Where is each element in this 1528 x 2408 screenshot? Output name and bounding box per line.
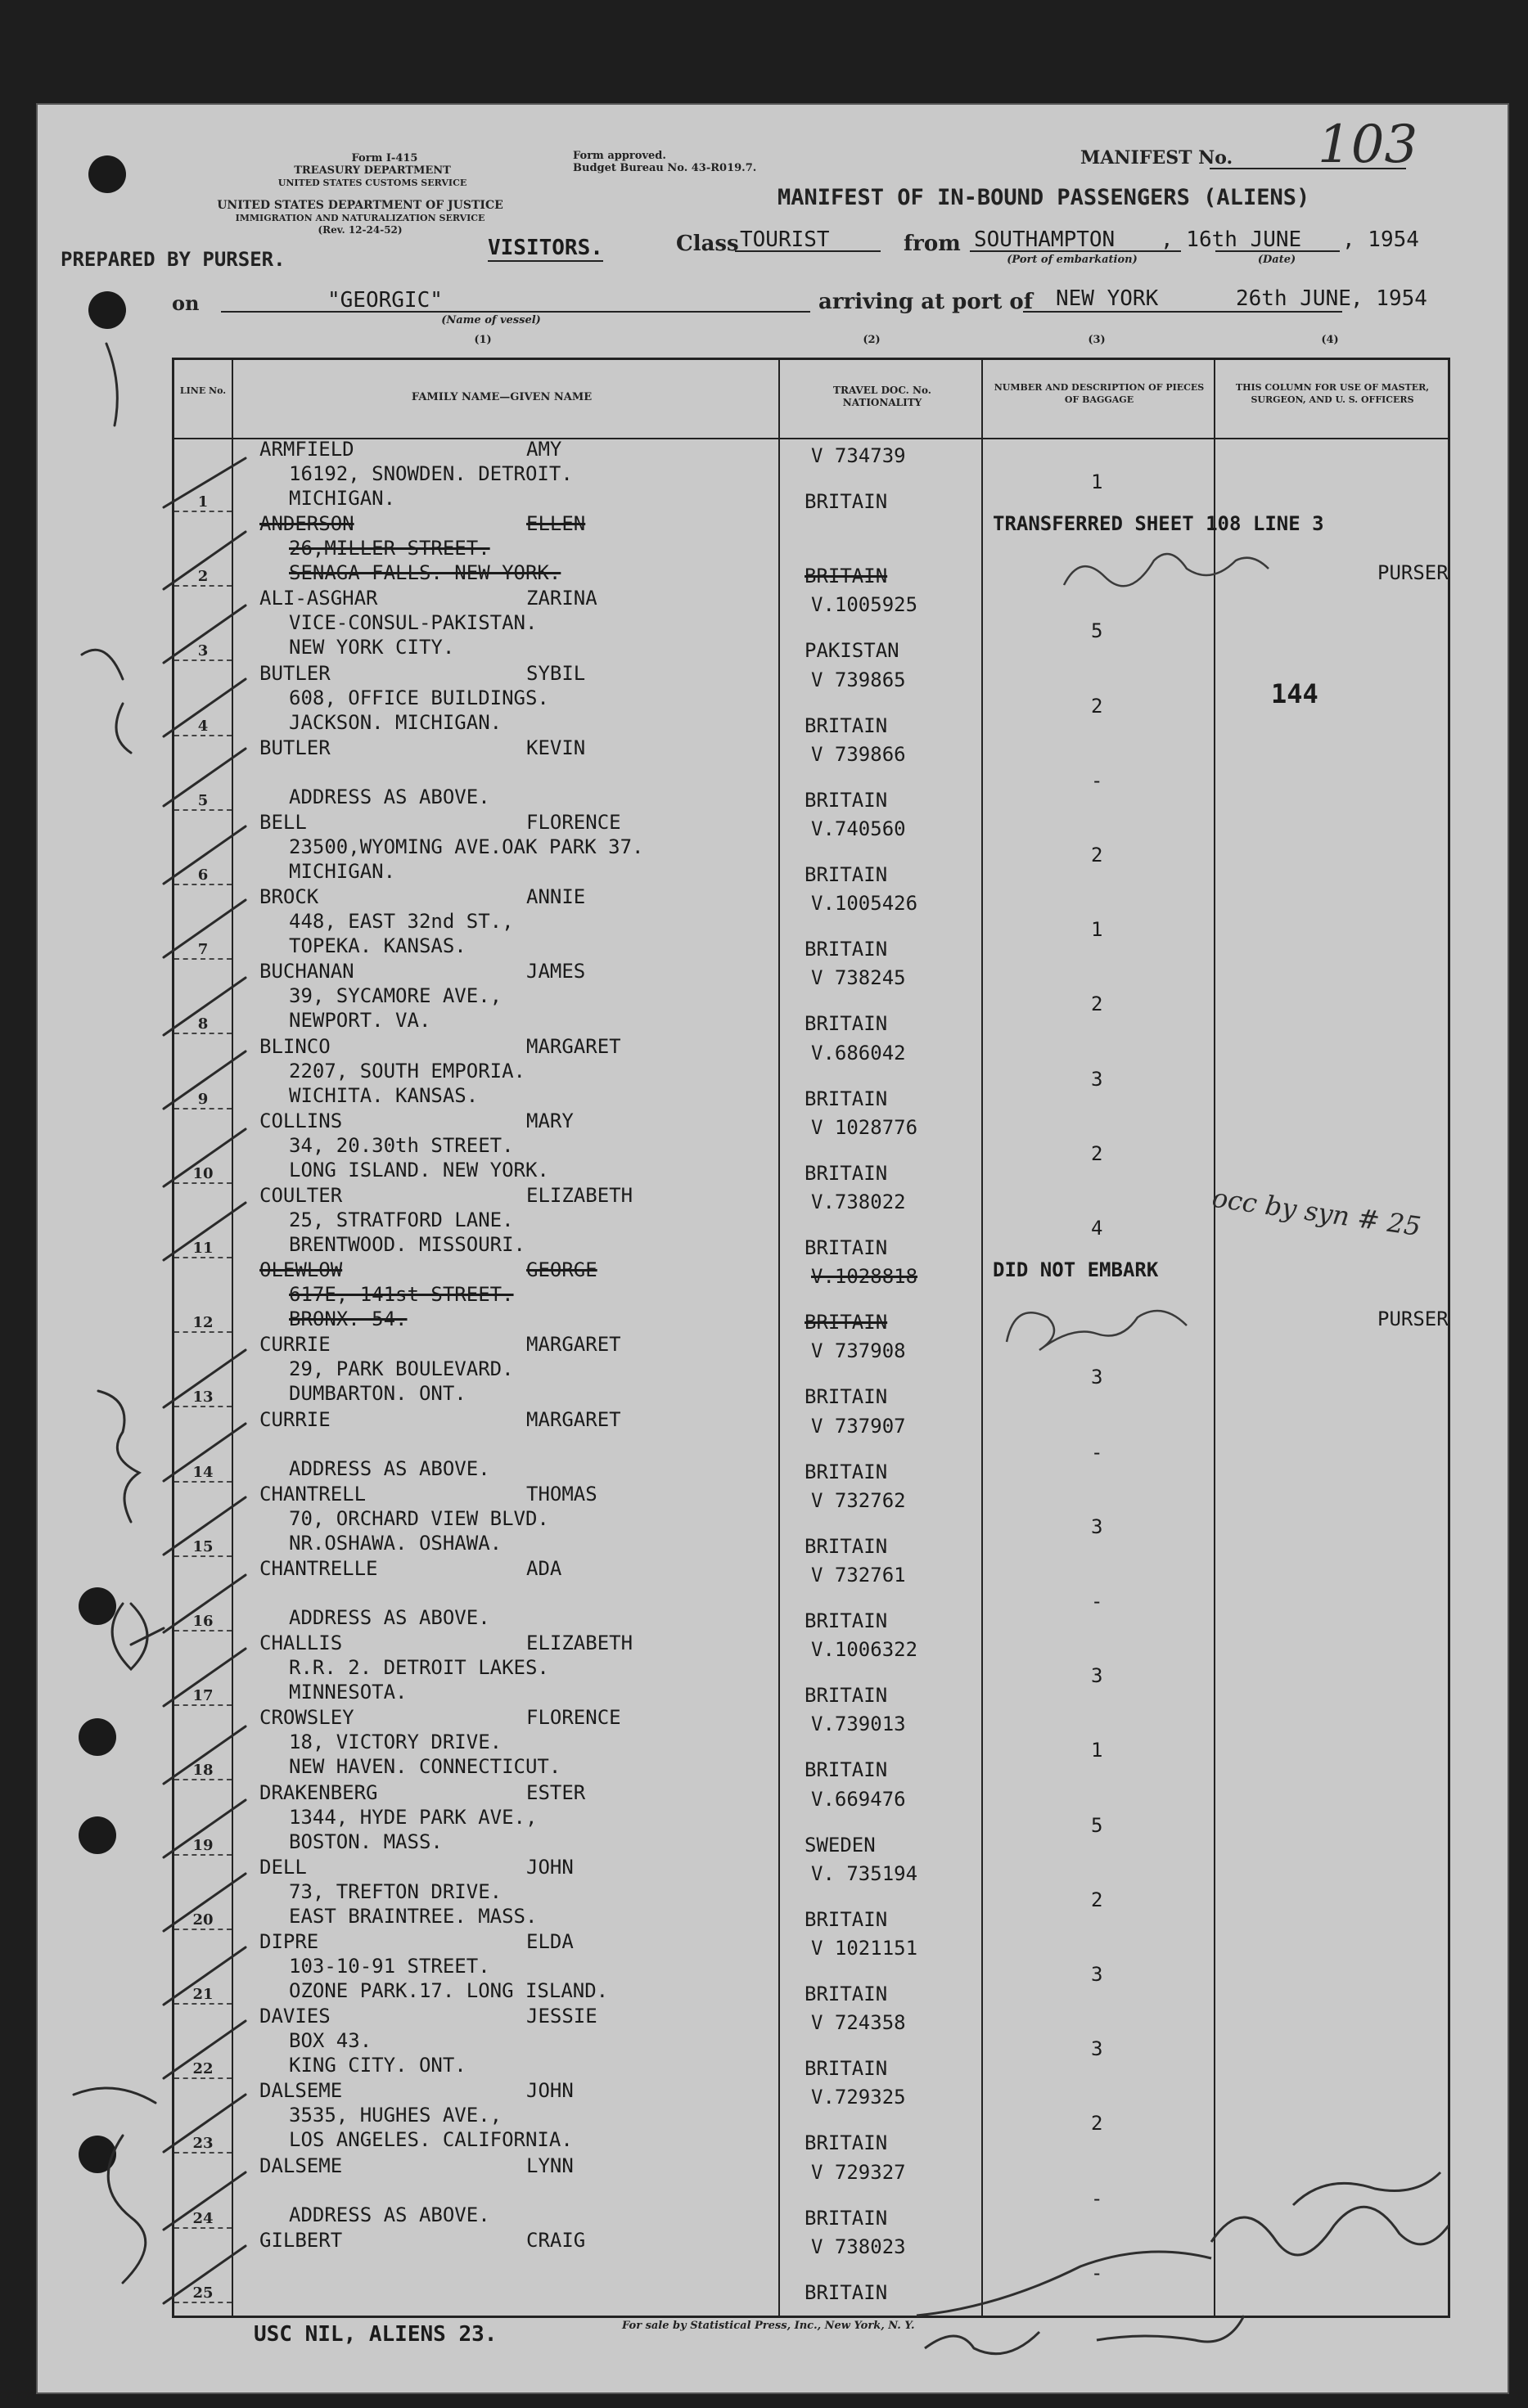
line-number: 18	[192, 1762, 214, 1780]
address-line-1: 39, SYCAMORE AVE.,	[289, 984, 503, 1008]
line-number: 14	[192, 1463, 214, 1481]
nationality: BRITAIN	[805, 1983, 888, 2005]
travel-doc-number: V 1028776	[811, 1115, 918, 1139]
address-line-1: 29, PARK BOULEVARD.	[289, 1357, 514, 1381]
given-name: ELDA	[526, 1930, 574, 1953]
given-name: JAMES	[526, 960, 586, 983]
handwritten-note: occ by syn # 25	[1210, 1181, 1423, 1243]
family-name: OLEWLOW	[259, 1258, 343, 1282]
line-number: 1	[197, 493, 209, 511]
checkmarks	[164, 458, 246, 2303]
address-line-2: ADDRESS AS ABOVE.	[289, 1606, 490, 1629]
address-line-1: 25, STRATFORD LANE.	[289, 1209, 514, 1231]
travel-doc-number: V 737907	[811, 1414, 906, 1438]
address-line-1: 1344, HYDE PARK AVE.,	[289, 1805, 538, 1829]
baggage-count: -	[1091, 1590, 1103, 1613]
address-line-2: NEWPORT. VA.	[289, 1009, 431, 1033]
travel-doc-number: V 732761	[811, 1564, 906, 1587]
line-number: 2	[197, 568, 209, 586]
ins-service: IMMIGRATION AND NATURALIZATION SERVICE	[235, 213, 485, 223]
address-line-1: R.R. 2. DETROIT LAKES.	[289, 1656, 549, 1680]
line-number: 3	[197, 642, 209, 660]
family-name: CHANTRELLE	[259, 1557, 378, 1580]
on-label: on	[172, 291, 200, 315]
given-name: ADA	[526, 1557, 562, 1580]
line-number: 20	[192, 1911, 214, 1929]
given-name: ELIZABETH	[526, 1184, 633, 1207]
address-line-2: BRONX. 54.	[289, 1308, 408, 1331]
officer-mark: 144	[1271, 677, 1318, 709]
address-line-2: BRENTWOOD. MISSOURI.	[289, 1233, 525, 1256]
embark-date: , 16th JUNE	[1161, 227, 1302, 252]
baggage-count: 2	[1091, 1141, 1103, 1165]
given-name: ZARINA	[526, 587, 597, 610]
travel-doc-number: V.740560	[811, 817, 906, 840]
family-name: CROWSLEY	[259, 1706, 354, 1730]
footer-summary: USC NIL, ALIENS 23.	[254, 2322, 498, 2347]
travel-doc-number: V.669476	[811, 1787, 906, 1811]
nationality: BRITAIN	[805, 1609, 888, 1632]
given-name: JESSIE	[526, 2005, 597, 2028]
manifest-title: MANIFEST OF IN-BOUND PASSENGERS (ALIENS)	[778, 185, 1310, 210]
nationality: BRITAIN	[805, 1087, 888, 1110]
family-name: ARMFIELD	[259, 438, 354, 461]
nationality: BRITAIN	[805, 1758, 888, 1782]
nationality: BRITAIN	[805, 565, 888, 588]
baggage-count: 1	[1091, 918, 1103, 942]
travel-doc-number: V. 735194	[811, 1861, 918, 1885]
line-number: 23	[192, 2135, 214, 2153]
baggage-count: -	[1091, 1440, 1103, 1464]
baggage-count: 1	[1091, 470, 1103, 493]
address-line-1: 2207, SOUTH EMPORIA.	[289, 1059, 525, 1082]
given-name: GEORGE	[526, 1258, 597, 1282]
family-name: DELL	[259, 1855, 307, 1879]
vessel-name: "GEORGIC"	[327, 288, 443, 313]
address-line-2: LOS ANGELES. CALIFORNIA.	[289, 2128, 573, 2152]
embark-year: , 1954	[1342, 227, 1419, 252]
family-name: GILBERT	[259, 2228, 343, 2252]
col-num-1: (1)	[474, 334, 492, 346]
given-name: MARGARET	[526, 1333, 621, 1357]
address-line-1: 23500,WYOMING AVE.OAK PARK 37.	[289, 835, 644, 858]
family-name: DALSEME	[259, 2079, 343, 2103]
nationality: BRITAIN	[805, 2280, 888, 2304]
given-name: SYBIL	[526, 661, 586, 685]
line-number: 13	[192, 1389, 214, 1407]
address-line-1: 103-10-91 STREET.	[289, 1955, 490, 1978]
line-number: 16	[192, 1613, 214, 1630]
baggage-count: -	[1091, 2186, 1103, 2210]
nationality: BRITAIN	[805, 788, 888, 812]
col-header-name: FAMILY NAME—GIVEN NAME	[411, 391, 593, 403]
given-name: ESTER	[526, 1780, 586, 1804]
given-name: AMY	[526, 438, 562, 461]
baggage-count: 3	[1091, 1366, 1103, 1389]
address-line-2: BOSTON. MASS.	[289, 1830, 443, 1853]
address-line-1: 608, OFFICE BUILDINGS.	[289, 686, 549, 709]
line-number: 24	[192, 2209, 214, 2227]
nationality: BRITAIN	[805, 1460, 888, 1483]
family-name: CURRIE	[259, 1333, 331, 1357]
family-name: BUCHANAN	[259, 960, 354, 983]
row-note: TRANSFERRED SHEET 108 LINE 3	[993, 512, 1324, 536]
baggage-count: -	[1091, 2261, 1103, 2284]
arriving-label: arriving at port of	[818, 290, 1033, 314]
address-line-1: BOX 43.	[289, 2029, 372, 2053]
family-name: CURRIE	[259, 1407, 331, 1431]
address-line-2: WICHITA. KANSAS.	[289, 1083, 479, 1107]
line-number: 12	[192, 1314, 214, 1332]
officer-signature	[917, 2172, 1449, 2354]
family-name: CHALLIS	[259, 1632, 343, 1655]
baggage-count: 2	[1091, 1888, 1103, 1911]
address-line-1: 18, VICTORY DRIVE.	[289, 1731, 503, 1754]
given-name: FLORENCE	[526, 1706, 621, 1730]
form-number: Form I-415	[351, 152, 418, 164]
given-name: ELLEN	[526, 512, 586, 536]
purser-mark: PURSER	[1377, 1308, 1449, 1331]
manifest-number: 103	[1318, 115, 1418, 175]
baggage-count: 2	[1091, 2112, 1103, 2136]
baggage-count: 5	[1091, 619, 1103, 643]
customs-service: UNITED STATES CUSTOMS SERVICE	[277, 178, 467, 188]
nationality: BRITAIN	[805, 1534, 888, 1558]
prepared-by: PREPARED BY PURSER.	[61, 248, 286, 271]
family-name: COULTER	[259, 1184, 343, 1207]
address-line-1: 16192, SNOWDEN. DETROIT.	[289, 462, 573, 485]
address-line-1: 617E, 141st STREET.	[289, 1283, 514, 1307]
address-line-2: NEW YORK CITY.	[289, 636, 455, 659]
address-line-2: OZONE PARK.17. LONG ISLAND.	[289, 1979, 609, 2002]
col-header-travel-doc: TRAVEL DOC. No. NATIONALITY	[833, 385, 931, 408]
travel-doc-number: V 1021151	[811, 1937, 918, 1960]
address-line-2: NEW HAVEN. CONNECTICUT.	[289, 1755, 561, 1779]
baggage-count: 2	[1091, 844, 1103, 866]
nationality: BRITAIN	[805, 1385, 888, 1409]
nationality: BRITAIN	[805, 1907, 888, 1931]
travel-doc-number: V.686042	[811, 1041, 906, 1064]
nationality: PAKISTAN	[805, 639, 899, 663]
family-name: DIPRE	[259, 1930, 319, 1953]
baggage-count: 5	[1091, 1813, 1103, 1837]
address-line-1: VICE-CONSUL-PAKISTAN.	[289, 611, 538, 635]
col-header-baggage: NUMBER AND DESCRIPTION OF PIECES OF BAGGAGE	[994, 382, 1205, 405]
baggage-count: 4	[1091, 1217, 1103, 1240]
arrival-port: NEW YORK	[1056, 286, 1159, 311]
travel-doc-number: V.738022	[811, 1190, 906, 1213]
manifest-no-label: MANIFEST No.	[1080, 147, 1233, 169]
printer-line: For sale by Statistical Press, Inc., New York, N. Y.	[622, 2320, 915, 2332]
travel-doc-number: V.739013	[811, 1713, 906, 1736]
family-name: ALI-ASGHAR	[259, 587, 378, 610]
col-header-line-no: LINE No.	[179, 385, 227, 396]
given-name: KEVIN	[526, 736, 586, 759]
class-value: TOURIST	[740, 227, 830, 252]
travel-doc-number: V 739866	[811, 742, 906, 766]
nationality: BRITAIN	[805, 1311, 888, 1335]
line-number: 17	[192, 1687, 214, 1705]
nationality: BRITAIN	[805, 938, 888, 961]
family-name: BROCK	[259, 885, 319, 909]
line-number: 8	[197, 1015, 209, 1033]
given-name: MARGARET	[526, 1034, 621, 1058]
given-name: ELIZABETH	[526, 1632, 633, 1655]
line-number: 15	[192, 1537, 214, 1555]
family-name: BUTLER	[259, 736, 331, 759]
address-line-2: JACKSON. MICHIGAN.	[289, 710, 503, 734]
line-number: 21	[192, 1986, 214, 2003]
nationality: BRITAIN	[805, 713, 888, 737]
address-line-2: ADDRESS AS ABOVE.	[289, 2203, 490, 2226]
date-caption: (Date)	[1257, 254, 1296, 266]
col-num-3: (3)	[1088, 334, 1106, 346]
nationality: BRITAIN	[805, 2057, 888, 2081]
line-number: 19	[192, 1836, 214, 1854]
given-name: CRAIG	[526, 2228, 586, 2252]
nationality: BRITAIN	[805, 1012, 888, 1036]
nationality: SWEDEN	[805, 1833, 876, 1857]
given-name: LYNN	[526, 2154, 574, 2177]
col-num-4: (4)	[1321, 334, 1339, 346]
address-line-2: ADDRESS AS ABOVE.	[289, 785, 490, 808]
category: VISITORS.	[488, 236, 603, 260]
baggage-count: -	[1091, 768, 1103, 792]
vessel-caption: (Name of vessel)	[441, 314, 541, 326]
address-line-1: 34, 20.30th STREET.	[289, 1133, 514, 1157]
line-number: 5	[197, 791, 209, 809]
address-line-2: TOPEKA. KANSAS.	[289, 934, 467, 958]
budget-bureau: Budget Bureau No. 43-R019.7.	[573, 162, 757, 174]
purser-mark: PURSER	[1377, 561, 1449, 585]
arrival-year: , 1954	[1350, 286, 1427, 311]
given-name: ANNIE	[526, 885, 586, 909]
address-line-1: 73, TREFTON DRIVE.	[289, 1879, 503, 1903]
given-name: JOHN	[526, 1855, 574, 1879]
col-num-2: (2)	[863, 334, 881, 346]
travel-doc-number: V 729327	[811, 2160, 906, 2184]
travel-doc-number: V.1005426	[811, 892, 918, 916]
line-number: 10	[192, 1164, 214, 1182]
given-name: FLORENCE	[526, 811, 621, 834]
baggage-count: 3	[1091, 1515, 1103, 1538]
line-number: 6	[197, 866, 209, 884]
travel-doc-number: V 739865	[811, 668, 906, 691]
address-line-2: MINNESOTA.	[289, 1681, 408, 1704]
line-number: 9	[197, 1090, 209, 1108]
travel-doc-number: V.1006322	[811, 1638, 918, 1662]
embark-port: SOUTHAMPTON	[974, 227, 1116, 252]
line-number: 7	[197, 941, 209, 959]
baggage-count: 3	[1091, 1067, 1103, 1091]
address-line-2: KING CITY. ONT.	[289, 2054, 467, 2077]
baggage-count: 1	[1091, 1739, 1103, 1762]
travel-doc-number: V.1028818	[811, 1265, 918, 1289]
travel-doc-number: V.1005925	[811, 593, 918, 617]
col-header-officers: THIS COLUMN FOR USE OF MASTER, SURGEON, AND U. S. OFFICERS	[1235, 382, 1430, 405]
nationality: BRITAIN	[805, 863, 888, 886]
family-name: BELL	[259, 811, 307, 834]
line-number: 25	[192, 2284, 214, 2302]
travel-doc-number: V 738023	[811, 2235, 906, 2258]
travel-doc-number: V.729325	[811, 2086, 906, 2109]
address-line-2: MICHIGAN.	[289, 860, 396, 883]
nationality: BRITAIN	[805, 2206, 888, 2230]
family-name: CHANTRELL	[259, 1482, 367, 1506]
form-approved: Form approved.	[573, 150, 666, 162]
line-number: 22	[192, 2060, 214, 2078]
baggage-count: 3	[1091, 1664, 1103, 1688]
travel-doc-number: V 732762	[811, 1488, 906, 1512]
family-name: DRAKENBERG	[259, 1780, 378, 1804]
address-line-2: LONG ISLAND. NEW YORK.	[289, 1158, 549, 1181]
address-line-2: DUMBARTON. ONT.	[289, 1382, 467, 1406]
address-line-1: 70, ORCHARD VIEW BLVD.	[289, 1506, 549, 1530]
justice-dept: UNITED STATES DEPARTMENT OF JUSTICE	[217, 199, 503, 212]
address-line-2: NR.OSHAWA. OSHAWA.	[289, 1531, 503, 1555]
family-name: DAVIES	[259, 2005, 331, 2028]
port-caption: (Port of embarkation)	[1007, 254, 1138, 266]
from-label: from	[904, 232, 961, 256]
nationality: BRITAIN	[805, 1684, 888, 1708]
class-label: Class	[676, 232, 739, 256]
travel-doc-number: V 724358	[811, 2011, 906, 2035]
family-name: BUTLER	[259, 661, 331, 685]
row-note: DID NOT EMBARK	[993, 1258, 1159, 1282]
baggage-count: 3	[1091, 1963, 1103, 1986]
address-line-1: 3535, HUGHES AVE.,	[289, 2104, 503, 2127]
family-name: DALSEME	[259, 2154, 343, 2177]
family-name: COLLINS	[259, 1109, 343, 1132]
address-line-1: 448, EAST 32nd ST.,	[289, 910, 514, 934]
baggage-count: 2	[1091, 694, 1103, 718]
purser-signature	[1007, 554, 1269, 1350]
line-number: 11	[192, 1240, 214, 1257]
arrival-date: 26th JUNE	[1236, 286, 1351, 311]
nationality: BRITAIN	[805, 490, 888, 513]
family-name: ANDERSON	[259, 512, 354, 536]
baggage-count: 3	[1091, 2037, 1103, 2061]
revision: (Rev. 12-24-52)	[318, 224, 403, 236]
given-name: MARY	[526, 1109, 574, 1132]
travel-doc-number: V 734739	[811, 444, 906, 467]
address-line-1: 26,MILLER STREET.	[289, 537, 490, 560]
given-name: JOHN	[526, 2079, 574, 2103]
address-line-2: EAST BRAINTREE. MASS.	[289, 1904, 538, 1928]
treasury-dept: TREASURY DEPARTMENT	[294, 164, 451, 177]
baggage-count: 2	[1091, 992, 1103, 1016]
nationality: BRITAIN	[805, 1236, 888, 1259]
family-name: BLINCO	[259, 1034, 331, 1058]
line-number: 4	[197, 717, 209, 735]
nationality: BRITAIN	[805, 2131, 888, 2155]
travel-doc-number: V 737908	[811, 1339, 906, 1363]
address-line-2: ADDRESS AS ABOVE.	[289, 1456, 490, 1480]
address-line-2: SENAGA FALLS. NEW YORK.	[289, 561, 561, 585]
given-name: THOMAS	[526, 1482, 597, 1506]
travel-doc-number: V 738245	[811, 966, 906, 990]
address-line-2: MICHIGAN.	[289, 487, 396, 510]
given-name: MARGARET	[526, 1407, 621, 1431]
nationality: BRITAIN	[805, 1161, 888, 1185]
